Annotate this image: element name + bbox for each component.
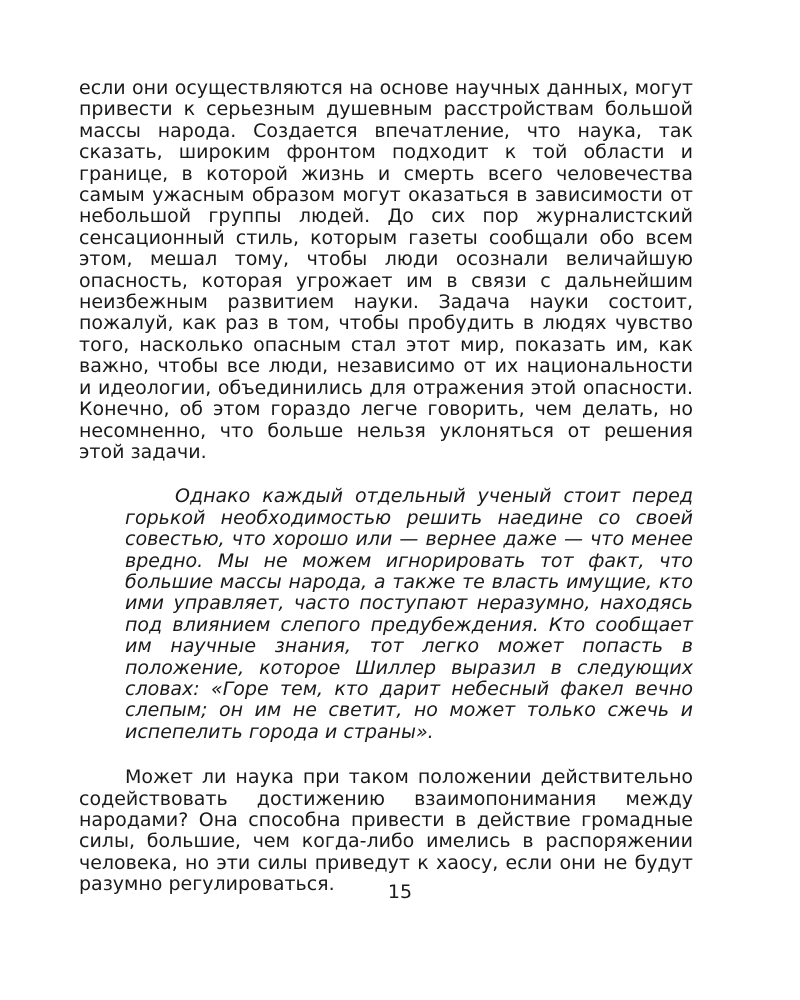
page-number: 15: [387, 881, 413, 903]
body-paragraph-2: Может ли наука при таком положении действительно содействовать достижению взаимопонимания между народами? Она способна привести в действие громадные силы, большие, чем когда-либо имелись в распоряжении человека, но эти силы приведут к хаосу, если они не будут разумно регулироваться.: [79, 766, 693, 896]
page-body: [79, 78, 693, 896]
italic-quote-paragraph: Однако каждый отдельный ученый стоит перед горькой необходимостью решить наедине со своей совестью, что хорошо или — вернее даже — что менее вредно. Мы не можем игнорировать тот факт, что большие массы народа, а также те власть имущие, кто ими управляет, часто поступают неразумно, находясь под влиянием слепого предубеждения. Кто сообщает им научные знания, тот легко может попасть в положение, которое Шиллер выразил в следующих словах: «Горе тем, кто дарит небесный факел вечно слепым; он им не светит, но может только сжечь и испепелить города и страны».: [125, 485, 693, 743]
body-paragraph-1: если они осуществляются на основе научных данных, могут привести к серьезным душевным расстройствам большой массы народа. Создается впечатление, что наука, так сказать, широким фронтом подходит к той области и границе, в которой жизнь и смерть всего человечества самым ужасным образом могут оказаться в зависимости от небольшой группы людей. До сих пор журналистский сенсационный стиль, которым газеты сообщали обо всем этом, мешал тому, чтобы люди осознали величайшую опасность, которая угрожает им в связи с дальнейшим неизбежным развитием науки. Задача науки состоит, пожалуй, как раз в том, чтобы пробудить в людях чувство того, насколько опасным стал этот мир, показать им, как важно, чтобы все люди, независимо от их национальности и идеологии, объединились для отражения этой опасности. Конечно, об этом гораздо легче говорить, чем делать, но несомненно, что больше нельзя уклоняться от решения этой задачи.: [79, 77, 693, 463]
